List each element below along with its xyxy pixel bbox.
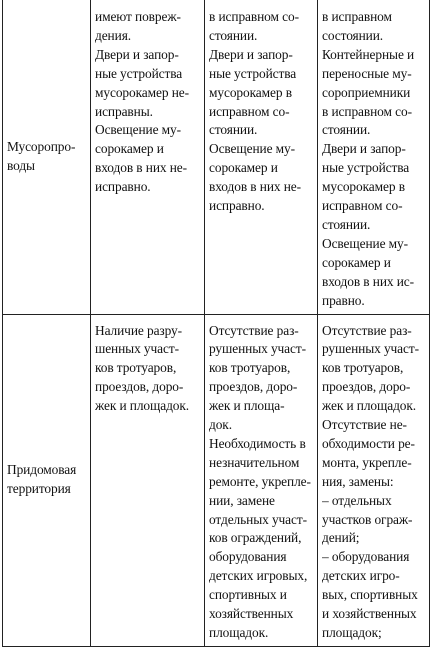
text-line: имеют повреж- xyxy=(95,9,181,24)
text-line: док. xyxy=(209,417,232,433)
text-line: рушенных участ- xyxy=(209,341,306,357)
text-line: Придомовая xyxy=(7,462,77,478)
text-line: вых, спортивных xyxy=(322,587,418,603)
text-line: ные устройства xyxy=(322,160,410,176)
text-line: сорокамер и xyxy=(322,254,391,270)
text-line: детских игро- xyxy=(322,568,400,584)
text-line: исправном со- xyxy=(322,198,403,214)
text-line: шенных участ- xyxy=(95,341,179,357)
text-line: мусорокамер в xyxy=(209,84,292,100)
text-line: Контейнерные и xyxy=(322,46,415,62)
text-line: сороприемники xyxy=(322,84,411,100)
cell-text xyxy=(95,8,201,197)
text-line: ремонте, укрепле- xyxy=(209,473,311,489)
text-line: и хозяйственных xyxy=(322,606,417,622)
condition-cell-1 xyxy=(91,314,205,646)
category-cell xyxy=(3,0,91,314)
condition-cell-3 xyxy=(318,314,430,646)
condition-cell-1 xyxy=(91,0,205,314)
text-line: исправно. xyxy=(95,179,151,195)
text-line: участков ограж- xyxy=(322,511,413,527)
text-line: Отсутствие не- xyxy=(322,417,407,433)
text-line: Освещение му- xyxy=(209,141,296,157)
text-line: жек и площа- xyxy=(209,398,285,414)
text-line: состоянии. xyxy=(322,27,384,43)
table-row-adjacent-territory xyxy=(3,314,430,646)
text-line: входов в них не- xyxy=(209,179,302,195)
text-line: – оборудования xyxy=(322,549,410,565)
text-line: Отсутствие раз- xyxy=(322,322,412,338)
text-line: монта, укрепле- xyxy=(322,454,412,470)
condition-table xyxy=(2,0,430,647)
text-line: проездов, доро- xyxy=(209,379,298,395)
text-line: проездов, доро- xyxy=(322,379,411,395)
condition-cell-2 xyxy=(205,0,318,314)
text-line: спортивных и xyxy=(209,587,287,603)
text-line: площадок; xyxy=(322,625,382,640)
text-line: оборудования xyxy=(209,549,287,565)
text-line: сорокамер и xyxy=(95,141,164,157)
text-line: сорокамер и xyxy=(209,160,278,176)
text-line: стоянии. xyxy=(322,216,371,232)
text-line: Наличие разру- xyxy=(95,322,182,338)
text-line: ные устройства xyxy=(209,65,297,81)
text-line: – отдельных xyxy=(322,492,392,508)
text-line: исправны. xyxy=(95,103,153,119)
text-line: входов в них ис- xyxy=(322,273,415,289)
condition-cell-2 xyxy=(205,314,318,646)
text-line: Мусоропро- xyxy=(7,138,76,154)
text-line: дений; xyxy=(322,530,360,546)
condition-cell-3 xyxy=(318,0,430,314)
text-line: стоянии. xyxy=(209,122,258,138)
text-line: переносные му- xyxy=(322,65,412,81)
text-line: дения. xyxy=(95,27,131,43)
category-text xyxy=(7,138,87,176)
text-line: хозяйственных xyxy=(209,606,294,622)
text-line: ков тротуаров, xyxy=(209,360,291,376)
category-cell xyxy=(3,314,91,646)
text-line: Двери и запор- xyxy=(209,46,293,62)
text-line: Освещение му- xyxy=(322,235,409,251)
text-line: жек и площадок. xyxy=(322,398,417,414)
text-line: отдельных участ- xyxy=(209,511,307,527)
text-line: территория xyxy=(7,481,71,497)
text-line: исправно. xyxy=(209,198,265,214)
text-line: ков ограждений, xyxy=(209,530,302,546)
text-line: незначительном xyxy=(209,454,300,470)
text-line: правно. xyxy=(322,292,365,308)
text-line: Двери и запор- xyxy=(322,141,406,157)
text-line: в исправном xyxy=(322,9,392,24)
cell-text xyxy=(322,322,426,643)
text-line: детских игровых, xyxy=(209,568,308,584)
text-line: жек и площадок. xyxy=(95,398,190,414)
cell-text xyxy=(95,322,201,417)
text-line: мусорокамер в xyxy=(322,179,405,195)
text-line: площадок. xyxy=(209,625,269,640)
category-text xyxy=(7,461,87,499)
text-line: ния, замены: xyxy=(322,473,394,489)
text-line: ков тротуаров, xyxy=(322,360,404,376)
text-line: стоянии. xyxy=(322,122,371,138)
cell-text xyxy=(322,8,426,311)
text-line: стоянии. xyxy=(209,27,258,43)
text-line: Необходимость в xyxy=(209,435,306,451)
text-line: входов в них не- xyxy=(95,160,188,176)
text-line: в исправном со- xyxy=(209,9,299,24)
text-line: исправном со- xyxy=(209,103,290,119)
text-line: Отсутствие раз- xyxy=(209,322,299,338)
text-line: нии, замене xyxy=(209,492,275,508)
text-line: рушенных участ- xyxy=(322,341,419,357)
text-line: ные устройства xyxy=(95,65,183,81)
text-line: обходимости ре- xyxy=(322,435,415,451)
text-line: в исправном со- xyxy=(322,103,412,119)
text-line: Освещение му- xyxy=(95,122,182,138)
table-row-garbage-chutes xyxy=(3,0,430,314)
text-line: проездов, доро- xyxy=(95,379,184,395)
cell-text xyxy=(209,8,314,216)
cell-text xyxy=(209,322,314,643)
text-line: Двери и запор- xyxy=(95,46,179,62)
text-line: ков тротуаров, xyxy=(95,360,177,376)
text-line: воды xyxy=(7,157,35,173)
text-line: мусорокамер не- xyxy=(95,84,189,100)
